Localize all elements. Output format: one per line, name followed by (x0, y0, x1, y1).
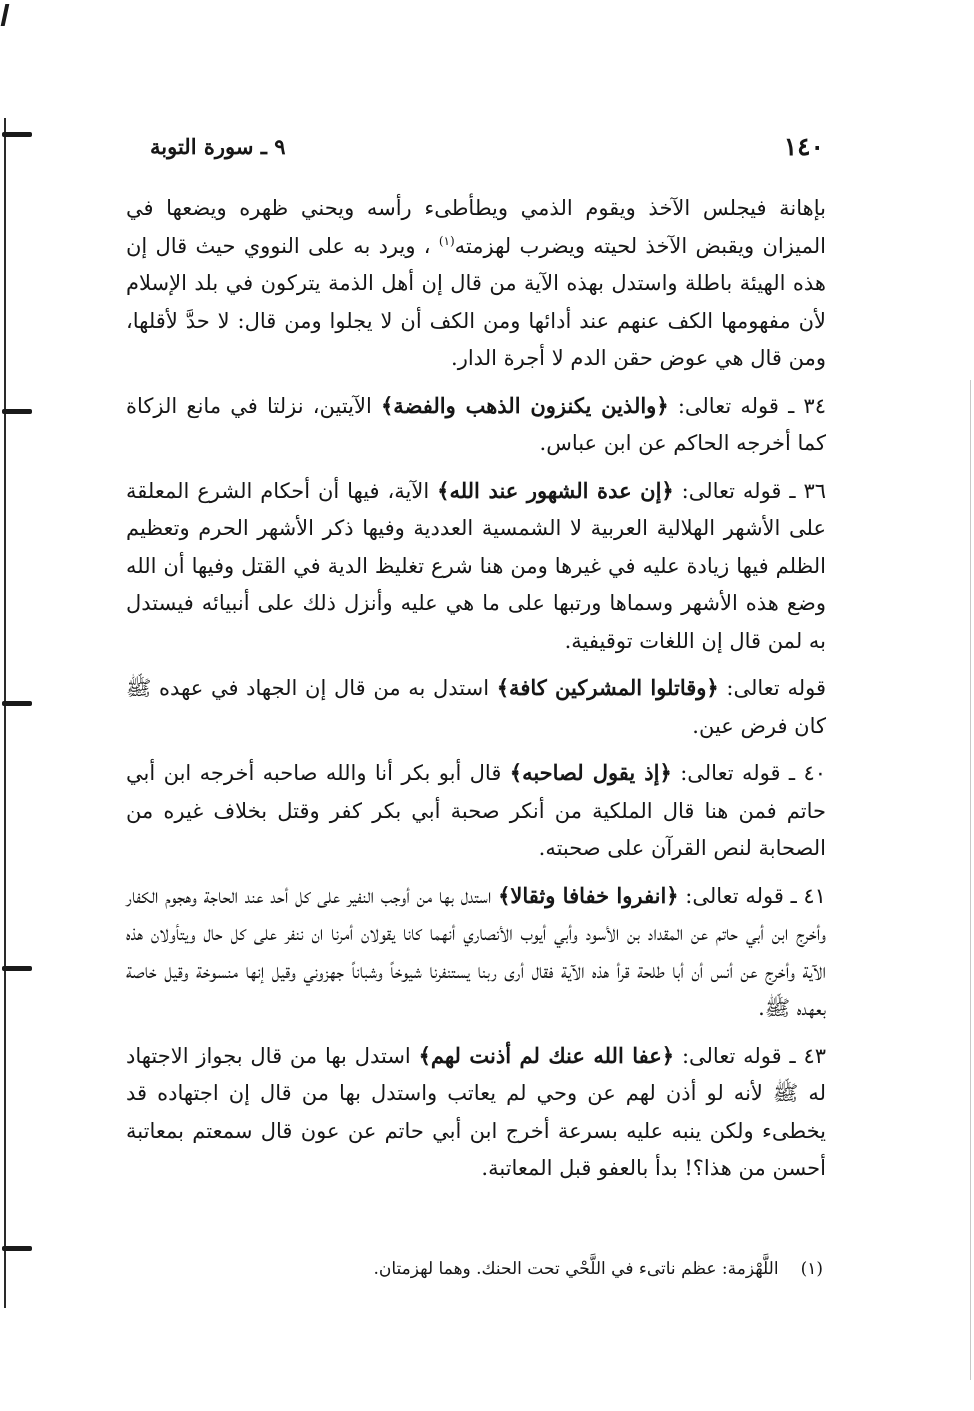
binding-mark (2, 409, 32, 414)
binding-mark (2, 701, 32, 706)
footnote (300, 1256, 823, 1282)
binding-mark (2, 966, 32, 971)
footnote-ref: (١) (438, 233, 455, 248)
paragraph (126, 669, 826, 745)
binding-edge (4, 118, 6, 1308)
paragraph (126, 472, 826, 661)
verse-prefix: ٤١ ـ قوله تعالى: (685, 883, 826, 908)
paragraph-text: قال أبو بكر أنا والله صاحبه أخرجه ابن أبي حاتم فمن هنا قال الملكية من أنكر صحبة أبي بكر كفر وقتل بخلاف غيره من الصحابة لنص القرآن على صحبته. (126, 761, 826, 860)
corner-mark (1, 4, 10, 26)
paragraph (126, 190, 826, 378)
verse-prefix: ٣٤ ـ قوله تعالى: (677, 393, 826, 418)
quran-verse: ﴿وقاتلوا المشركين كافة﴾ (496, 675, 719, 700)
binding-mark (2, 132, 32, 137)
verse-prefix: ٤٣ ـ قوله تعالى: (681, 1043, 826, 1068)
quran-verse: ﴿انفروا خفافا وثقالا﴾ (498, 882, 679, 908)
paragraph-text: الآية، فيها أن أحكام الشرع المعلقة على الأشهر الهلالية العربية لا الشمسية العددية وفيها ذكر الأشهر الحرم وتعظيم الظلم فيها زيادة عليه في غيرها ومن هنا شرع تغليظ الدية في القتل وفيها أن الله وضع هذه الأشهر وسماها ورتبها على ما هي عليه وأنزل ذلك على أنبيائه فيستدل به لمن قال إن اللغات توقيفية. (126, 478, 826, 653)
paragraph-text: استدل بها من أوجب النفير على كل أحد عند الحاجة وهجوم الكفار وأخرج ابن أبي حاتم عن المقداد بن الأسود وأبي أيوب الأنصاري أنهما كانا يقولان أمرنا ان ننفر على كل حال ويتأولان هذه الآية وأخرج عن أنس أن أبا طلحة قرأ هذه الآية فقال أرى ربنا يستنفرنا شيوخاً وشباناً جهزوني وقيل إنها منسوخة وقيل خاصة بعهده ﷺ. (126, 883, 826, 1020)
paragraph-text: ، ويرد به على النووي حيث قال إن هذه الهيئة باطلة واستدل بهذه الآية من قال إن أهل الذمة يتركون في بلد الإسلام لأن مفهومها الكف عنهم عند أدائها ومن الكف أن لا يجلوا ومن قال: لا حدَّ لأقلها، ومن قال هي عوض حقن الدم لا أجرة الدار. (126, 233, 826, 370)
running-head: ٩ ـ سورة التوبة (150, 134, 286, 159)
quran-verse: ﴿إذ يقول لصاحبه﴾ (509, 760, 672, 785)
verse-prefix: قوله تعالى: (726, 676, 826, 700)
binding-mark (2, 1246, 32, 1251)
verse-prefix: ٤٠ ـ قوله تعالى: (680, 761, 826, 785)
paragraph-text: الآيتين، نزلتا في مانع الزكاة كما أخرجه الحاكم عن ابن عباس. (126, 393, 826, 455)
verse-prefix: ٣٦ ـ قوله تعالى: (681, 478, 827, 503)
paragraph-text: بإهانة فيجلس الآخذ ويقوم الذمي ويطأطىء رأسه ويحني ظهره ويضعها في الميزان ويقبض الآخذ لحيته ويضرب لهزمته (126, 196, 827, 258)
quran-verse: ﴿إن عدة الشهور عند الله﴾ (437, 477, 674, 503)
paragraph-text: استدل به من قال إن الجهاد في عهده ﷺ كان فرض عين. (126, 676, 826, 738)
footnote-text: اللَّهْزمة: عظم ناتىء في اللَّحْي تحت الحنك. وهما لهزمتان. (373, 1259, 779, 1279)
quran-verse: ﴿والذين يكنزون الذهب والفضة﴾ (381, 392, 669, 418)
quran-verse: ﴿عفا الله عنك لم أذنت لهم﴾ (418, 1042, 675, 1068)
page-header (150, 132, 824, 172)
paragraph (126, 387, 826, 463)
footnote-number: (١) (800, 1259, 823, 1279)
paragraph-text: استدل بها من قال بجواز الاجتهاد له ﷺ لأنه لو أذن لهم عن وحي لم يعاتب واستدل بها من قال إن اجتهاده قد يخطىء ولكن ينبه عليه بسرعة أخرج ابن أبي حاتم عن عون قال سمعتم بمعاتبة أحسن من هذا؟! بدأ بالعفو قبل المعاتبة. (126, 1043, 826, 1180)
paragraph (126, 1037, 826, 1188)
paragraph (126, 877, 826, 1028)
paragraph (126, 754, 826, 868)
page-number: ١٤٠ (783, 132, 824, 161)
main-text (126, 190, 826, 1197)
page-edge (970, 380, 971, 1380)
